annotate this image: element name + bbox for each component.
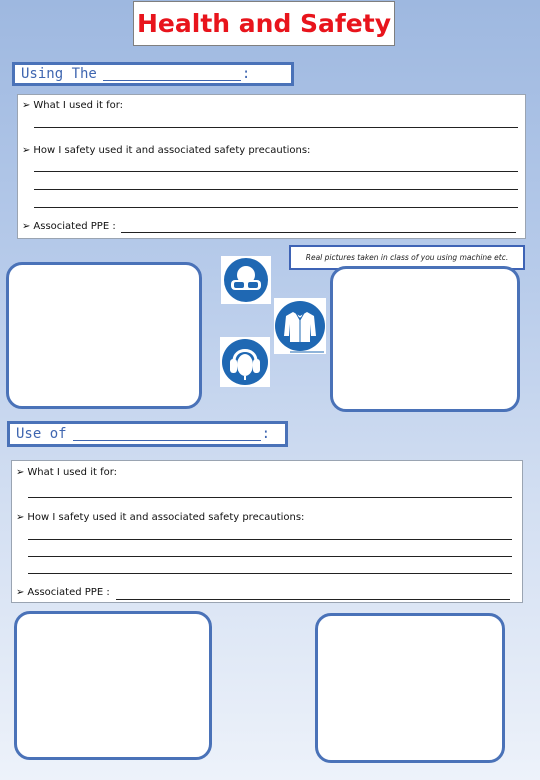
goggles-icon [221,256,271,304]
ear-defenders-icon [220,337,270,387]
section1-q-used-for-text: What I used it for: [33,100,124,111]
section2-label-blank [73,428,261,441]
answer-line-ppe[interactable] [121,232,516,233]
section2-q-ppe-text: Associated PPE : [27,587,110,598]
arrow-bullet-icon: ➢ [22,100,31,111]
photo-note-text: Real pictures taken in class of you using machine etc. [305,253,509,262]
page-title: Health and Safety [137,9,391,38]
arrow-bullet-icon: ➢ [16,467,25,478]
photo-box-right-2[interactable] [315,613,505,763]
section1-q-ppe [22,221,116,232]
answer-line[interactable] [34,171,518,172]
safety-goggles-sign [221,256,271,304]
section2-label-suffix: : [261,426,271,442]
section1-label-prefix: Using The [21,66,97,82]
answer-line[interactable] [34,127,518,128]
photo-box-left[interactable] [6,262,202,409]
answer-line[interactable] [28,497,512,498]
section2-label-prefix: Use of [16,426,67,442]
section1-form [17,94,526,239]
section1-label[interactable] [12,62,294,86]
section1-q-safety-text: How I safety used it and associated safety precautions: [33,145,311,156]
answer-line[interactable] [34,207,518,208]
protective-coat-sign [274,298,326,354]
photo-box-right[interactable] [330,266,520,412]
section2-q-used-for [16,467,117,478]
section2-q-safety-text: How I safety used it and associated safety precautions: [27,512,305,523]
lab-coat-icon [274,298,326,354]
arrow-bullet-icon: ➢ [16,587,25,598]
section1-label-blank [103,68,241,81]
answer-line[interactable] [28,573,512,574]
section2-q-ppe [16,587,110,598]
section2-label[interactable] [7,421,288,447]
answer-line[interactable] [28,539,512,540]
section2-q-used-for-text: What I used it for: [27,467,118,478]
arrow-bullet-icon: ➢ [22,221,31,232]
answer-line[interactable] [34,189,518,190]
arrow-bullet-icon: ➢ [16,512,25,523]
section1-label-suffix: : [241,66,251,82]
title-box [133,1,395,46]
answer-line-ppe[interactable] [116,599,510,600]
answer-line[interactable] [28,556,512,557]
arrow-bullet-icon: ➢ [22,145,31,156]
ear-defenders-sign [220,337,270,387]
section1-q-ppe-text: Associated PPE : [33,221,116,232]
section2-form [11,460,523,603]
section1-q-used-for [22,100,123,111]
section1-q-safety [22,145,310,156]
photo-box-left-2[interactable] [14,611,212,760]
section2-q-safety [16,512,304,523]
